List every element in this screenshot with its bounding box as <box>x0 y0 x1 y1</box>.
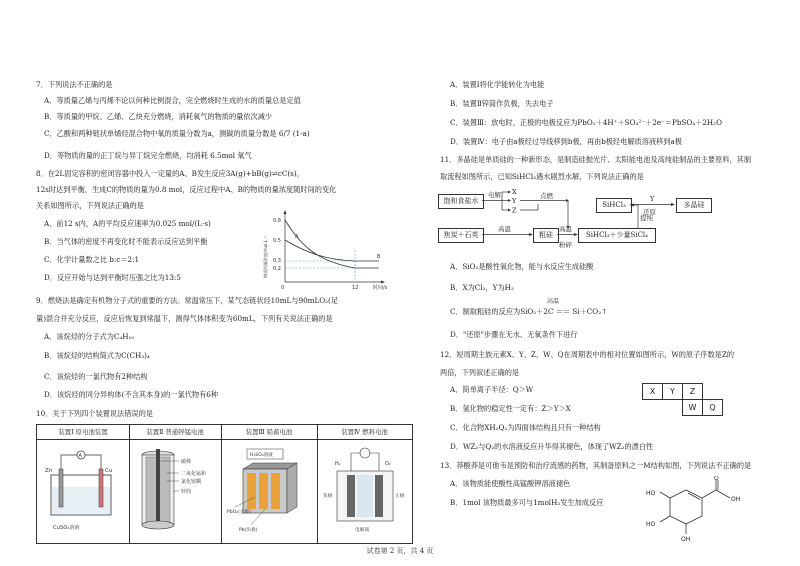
brine-box: 饱和食盐水 <box>438 194 484 209</box>
y-product-label: Y <box>512 197 517 205</box>
lead-acid-battery-diagram <box>225 445 315 537</box>
zinc-manganese-battery-diagram <box>133 445 219 537</box>
q8-line-2: 12s时达到平衡，生成C的物质的量为0.8 mol，反应过程中A、B的物质的量浓度随时间的变化 <box>36 185 337 194</box>
o2-label: O₂ <box>385 462 391 467</box>
nh4cl-label: 氯化铵糊 <box>181 479 202 485</box>
curve-a-label: A <box>295 234 299 240</box>
q12-line-1: 12．短周期主族元素X、Y、Z、W、Q在周期表中的相对位置如图所示，W的原子序数是Z的 <box>440 350 735 359</box>
x-tick-12: 12 <box>352 285 359 291</box>
carbonyl-o-label: O <box>714 476 719 482</box>
curve-b-label: B <box>377 254 381 260</box>
device-3-title: 装置Ⅲ 铅蓄电池 <box>245 428 293 436</box>
device-2-cell <box>129 425 222 543</box>
pbo2-label: PbO₂(正极) <box>227 510 251 515</box>
oh-label-bottom: OH <box>681 536 691 542</box>
y-tick-4: 0.2 <box>273 266 281 272</box>
coke-quartz-box: 焦炭＋石英 <box>438 228 484 243</box>
q8-line-1: 8．在2L固定容积的密闭容器中投入一定量的A、B发生反应3A(g)+bB(g)⇌cC(s)， <box>36 169 304 178</box>
q11-flow-diagram <box>438 188 738 250</box>
z-product-label: Z <box>512 206 517 215</box>
q10-option-a: A．装置Ⅰ将化学能转化为电能 <box>450 80 545 89</box>
electrolyte-label: 电解质 <box>355 528 370 533</box>
q11-option-a: A．SiO₂是酸性氧化物，能与水反应生成硅酸 <box>450 262 594 271</box>
q8-concentration-chart <box>255 206 405 294</box>
q11-option-d: D．"还原"步骤在无水、无氧条件下进行 <box>450 330 578 339</box>
q9-line-2: 量)混合并充分反应，反应后恢复到常温下，测得气体体积变为60mL，下列有关说法正确的是 <box>36 314 333 323</box>
q9-option-c: C．该烷烃的一氯代物有2种结构 <box>44 372 148 381</box>
q11-line-2: 取流程如图所示，已知SiHCl₃遇水剧烈水解，下列说法正确的是 <box>440 172 644 181</box>
q10-option-d: D．装置Ⅳ：电子由a极经过导线移到b极，再由b极经电解质溶液移到a极 <box>450 137 682 146</box>
device-2-title: 装置Ⅱ 普通锌锰电池 <box>146 428 204 436</box>
curve-b <box>285 240 379 261</box>
grid-cell-w: W <box>682 399 703 416</box>
device-4-title: 装置Ⅳ 燃料电池 <box>341 428 388 436</box>
y-tick-1: 0.8 <box>273 218 281 224</box>
page-footer: 试卷第 2 页，共 4 页 <box>366 547 434 555</box>
q12-option-a: A．简单离子半径：Q＞W <box>450 385 534 394</box>
mixture-box: SiHCl₃＋少量SiCl₄ <box>578 228 656 243</box>
right-column <box>420 0 800 566</box>
q8-option-d: D．反应开始与达到平衡时压强之比为13:5 <box>44 273 181 282</box>
carbon-rod-label: 碳棒 <box>181 459 192 465</box>
q12-option-c: C．化合物XH₂Q₂为四面体结构且只有一种结构 <box>450 423 601 432</box>
q10-option-b: B．装置Ⅱ锌筒作负极，失去电子 <box>450 99 554 108</box>
q7-option-b: B．等质量的甲烷、乙烯、乙炔充分燃烧，消耗氧气的物质的量依次减少 <box>44 112 273 121</box>
q11-option-c: C．制取粗硅的反应为SiO₂＋2C ＝＝ Si＋CO₂↑ <box>450 307 608 316</box>
q11-line-1: 11．多晶硅是单质硅的一种新形态，是制造硅抛光片、太阳能电池及高纯硅制品的主要原料，其制 <box>440 155 752 164</box>
purify-label: 提纯 <box>640 214 653 222</box>
q7-option-a: A．等质量乙烯与丙烯不论以何种比例混合，完全燃烧时生成的水的质量总是定值 <box>44 96 301 105</box>
q8-option-b: B．当气体的密度不再变化时不能表示反应达到平衡 <box>44 237 208 246</box>
polysilicon-box: 多晶硅 <box>676 198 712 213</box>
q11-option-b: B．X为Cl₂，Y为H₂ <box>450 283 514 292</box>
q10-device-table <box>36 424 413 544</box>
y-tick-2: 0.5 <box>273 238 281 244</box>
electrolysis-label: 电解 <box>488 191 501 199</box>
q10-stem: 10．关于下列四个装置说法错误的是 <box>36 409 153 418</box>
q13-option-a: A．该物质能使酸性高锰酸钾溶液褪色 <box>450 479 571 488</box>
x-tick-0: 0 <box>281 285 285 291</box>
q9-line-1: 9．燃烧法是确定有机物分子式的重要的方法。常温常压下，某气态链状烃10mL与90mLO₂(足 <box>36 296 338 305</box>
ho-label-2: HO <box>646 521 656 528</box>
q13-line-1: 13．莽酸莽是可他韦是预防和治疗流感的药物，其制备原料之一M结构如图，下列说法不正确的是 <box>440 461 752 470</box>
q12-periodic-grid <box>642 383 716 415</box>
zinc-can-label: 锌筒 <box>181 489 192 495</box>
q11-option-c-condition: 高温 <box>547 298 560 305</box>
fuel-cell-diagram <box>321 445 409 537</box>
mno2-label: 二氧化锰和 <box>181 471 207 477</box>
q8-option-a: A．前12 s内，A的平均反应速率为0.025 mol/(L·s) <box>44 219 211 228</box>
svg-text:A: A <box>78 453 82 459</box>
q7-option-c: C．乙酸和两种链状单烯烃混合物中氧的质量分数为a，测碳的质量分数是 6/7 (1-a) <box>44 129 310 138</box>
q7-stem: 7．下列说法不正确的是 <box>36 80 113 89</box>
cu-label: Cu <box>105 468 113 474</box>
ho-label-1: HO <box>646 490 656 497</box>
x-product-label: X <box>512 188 517 196</box>
q7-option-d: D．等物质的量的正丁烷与异丁烷完全燃烧，均消耗 6.5mol 氧气 <box>44 151 252 160</box>
zn-label: Zn <box>45 468 53 474</box>
h2so4-label: H₂SO₄溶液 <box>250 453 273 458</box>
y-reagent-label: Y <box>650 195 655 203</box>
negative-electrode-label: 负极 <box>323 494 333 499</box>
q13-option-b: B．1mol 该物质最多可与1molH₂发生加成反应 <box>450 498 604 507</box>
cuso4-label: CuSO₄溶液 <box>53 525 80 531</box>
device-4-cell <box>317 425 412 543</box>
crude-silicon-box: 粗硅 <box>533 228 559 243</box>
device-1-title: 装置Ⅰ 原电池装置 <box>58 428 108 436</box>
compound-m-structure <box>646 476 746 542</box>
galvanic-cell-diagram <box>43 445 123 537</box>
pb-label: Pb(负极) <box>239 528 258 533</box>
q12-option-b: B．氢化物的稳定性一定有：Z＞Y＞X <box>450 404 571 413</box>
flow-arrows <box>438 188 738 250</box>
h2-label: H₂ <box>335 462 341 467</box>
crush-label: 粉碎 <box>559 241 572 249</box>
q10-option-c: C．装置Ⅲ：放电时，正极的电极反应为PbO₂＋4H⁺＋SO₄²⁻＋2e⁻＝PbSO₄＋2H₂O <box>450 118 722 127</box>
q9-option-b: B．该烷烃的结构简式为C(CH₃)₄ <box>44 351 150 360</box>
q9-option-d: D．该烷烃的同分异构体(不含其本身)的一氯代物有6种 <box>44 390 219 399</box>
q8-option-c: C．化学计量数之比 b:c＝2:1 <box>44 255 140 264</box>
device-1-cell <box>37 425 130 543</box>
q12-option-d: D．WZ₂与Q₂的水溶液反应升华得其褪色，体现了WZ₂的漂白性 <box>450 442 654 451</box>
x-axis-label: 时间/s <box>373 285 388 291</box>
grid-cell-q: Q <box>702 399 723 416</box>
oh-label-acid: OH <box>731 496 741 503</box>
grid-cell-y: Y <box>662 383 683 400</box>
device-3-cell <box>221 425 318 543</box>
q12-line-2: 两倍，下列叙述正确的是 <box>440 368 520 377</box>
high-temp-label-2: 高温 <box>559 225 572 233</box>
q8-line-3: 关系如图所示，下列说法正确的是 <box>36 201 144 210</box>
grid-cell-x: X <box>642 383 663 400</box>
high-temp-label-1: 高温 <box>498 225 511 233</box>
grid-cell-z: Z <box>682 383 703 400</box>
positive-electrode-label: 正极 <box>395 494 405 499</box>
y-tick-3: 0.3 <box>273 258 281 264</box>
ignite-label: 点燃 <box>540 192 553 200</box>
sihcl3-box: SiHCl₃ <box>596 198 632 213</box>
reduce-label: 还原 <box>643 208 656 216</box>
q9-option-a: A．该烷烃的分子式为C₄H₁₀ <box>44 332 135 341</box>
y-axis-label: 物质的量浓度/mol·L⁻¹ <box>263 236 268 278</box>
